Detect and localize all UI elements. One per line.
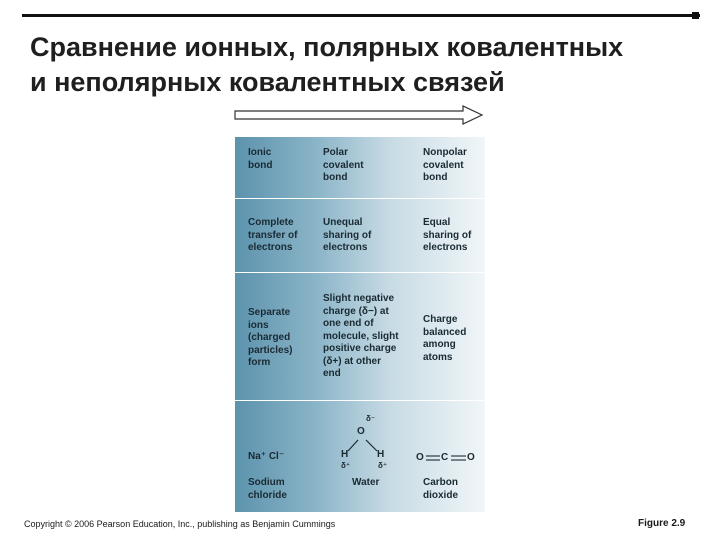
sodium-chloride-label: Sodium chloride	[248, 477, 287, 501]
polar-charge: Slight negative charge (δ−) at one end of molecule, slight positive charge (δ+) at other end	[323, 293, 399, 379]
water-hydrogen-left: H	[341, 449, 349, 460]
sodium-chloride-formula: Na⁺ Cl⁻	[248, 451, 285, 462]
ionic-charge: Separate ions (charged particles) form	[248, 307, 293, 368]
copyright-notice: Copyright © 2006 Pearson Education, Inc., publishing as Benjamin Cummings	[24, 519, 336, 529]
slide-title	[30, 30, 700, 100]
water-delta-plus-left: δ⁺	[341, 461, 351, 470]
top-rule	[22, 14, 700, 17]
bond-comparison-figure	[235, 137, 485, 512]
carbon-dioxide-label: Carbon dioxide	[423, 477, 459, 501]
carbon-dioxide-diagram	[416, 451, 482, 465]
water-delta-plus-right: δ⁺	[378, 461, 388, 470]
nonpolar-charge: Charge balanced among atoms	[423, 314, 467, 363]
polar-bond-label: Polar covalent bond	[323, 147, 364, 183]
row-bond-type	[235, 137, 485, 199]
polar-electron-sharing: Unequal sharing of electrons	[323, 217, 372, 253]
slide-title-line-1: Сравнение ионных, полярных ковалентных	[30, 32, 624, 62]
slide-title-line-2: и неполярных ковалентных связей	[30, 67, 505, 97]
figure-number: Figure 2.9	[638, 518, 686, 529]
ionic-bond-label: Ionic bond	[248, 147, 273, 171]
ionic-electron-sharing: Complete transfer of electrons	[248, 217, 298, 253]
co2-oxygen-left: O	[416, 452, 424, 463]
water-oxygen-atom: O	[357, 426, 365, 437]
right-arrow-icon	[233, 104, 485, 126]
nonpolar-electron-sharing: Equal sharing of electrons	[423, 217, 472, 253]
co2-carbon-atom: C	[441, 452, 449, 463]
water-hydrogen-right: H	[377, 449, 385, 460]
water-molecule-diagram	[337, 413, 388, 470]
nonpolar-bond-label: Nonpolar covalent bond	[423, 147, 467, 183]
water-label: Water	[352, 477, 380, 488]
row-electron-sharing	[235, 199, 485, 273]
water-delta-minus: δ⁻	[366, 414, 376, 423]
row-examples	[235, 401, 485, 512]
top-rule-end-marker	[692, 12, 699, 19]
row-charge-distribution	[235, 273, 485, 401]
co2-oxygen-right: O	[467, 452, 475, 463]
